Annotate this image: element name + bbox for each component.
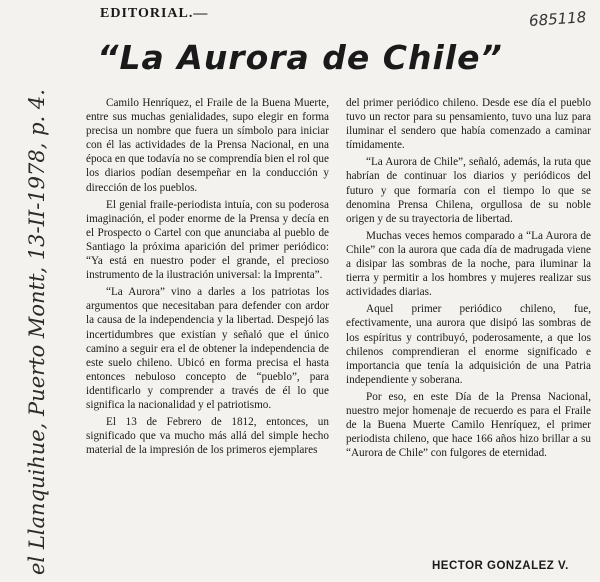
paragraph: Por eso, en este Día de la Prensa Nacional, nuestro mejor homenaje de recuerdo es para el Fraile de la Buena Muerte Camilo Henríquez, el primer periodista chileno, que hace 166 años hizo brillar a su “Aurora de Chile” con fulgores de eternidad. xyxy=(346,390,591,460)
paragraph: del primer periódico chileno. Desde ese día el pueblo tuvo un rector para su pensamiento, tuvo una luz para iluminar el sendero que había comenzado a caminar tímidamente. xyxy=(346,97,591,152)
paragraph: El 13 de Febrero de 1812, entonces, un significado que va mucho más allá del simple hecho material de la impresión de los primeros ejemplares xyxy=(86,416,329,457)
archive-number: 685118 xyxy=(528,8,587,30)
section-label: EDITORIAL.— xyxy=(100,6,209,21)
paragraph: El genial fraile-periodista intuía, con su poderosa imaginación, el poder enorme de la Prensa y decía en el Prospecto o Cartel con que anunciaba al pueblo de Santiago la próxima aparición del primer periódico: “Ya está en nuestro poder el grande, el precioso instrumento de la ilustración universal: la Imprenta”. xyxy=(86,198,329,282)
paragraph: Muchas veces hemos comparado a “La Aurora de Chile” con la aurora que cada día de madrugada viene a disipar las sombras de la noche, para iluminar la tierra y permitir a los hombres y mujeres realizar sus actividades diarias. xyxy=(346,229,591,299)
handwritten-source-note: el Llanquihue, Puerto Montt, 13-II-1978, p. 4. xyxy=(25,89,49,575)
article-column-left xyxy=(86,96,329,457)
paragraph: “La Aurora de Chile”, señaló, además, la ruta que habrían de continuar los diarios y periódicos del futuro y que formaría con el tiempo lo que se denomina Prensa Chilena, orgullosa de su noble origen y de su trayectoria de libertad. xyxy=(346,156,591,225)
paragraph: Camilo Henríquez, el Fraile de la Buena Muerte, entre sus muchas genialidades, supo elegir en forma precisa un nombre que fuera un símbolo para iniciar con él las actividades de la Prensa Nacional, en una época en que todavía no se comprendía bien el rol que los diarios podían desempeñar en la conducción y dirección de los pueblos. xyxy=(86,97,329,194)
author-signature: HECTOR GONZALEZ V. xyxy=(432,560,569,572)
article-title: “La Aurora de Chile” xyxy=(97,38,503,77)
paragraph: “La Aurora” vino a darles a los patriotas los argumentos que necesitaban para defender con ardor la causa de la independencia y la libertad. Despejó las incertidumbres que existían y señaló que el único camino a seguir era el de obtener la independencia de este suelo chileno. Ubicó en forma precisa el hasta entonces nebuloso concepto de “pueblo”, para identificarlo y comprender a través de él lo que significa la nacionalidad y el patriotismo. xyxy=(86,286,329,411)
article-column-right xyxy=(346,96,591,460)
paragraph: Aquel primer periódico chileno, fue, efectivamente, una aurora que disipó las sombras de los espíritus y contribuyó, poderosamente, a que los chilenos comprendieran el enorme significado e importancia que tenía la adquisición de una Patria independiente y soberana. xyxy=(346,303,591,386)
